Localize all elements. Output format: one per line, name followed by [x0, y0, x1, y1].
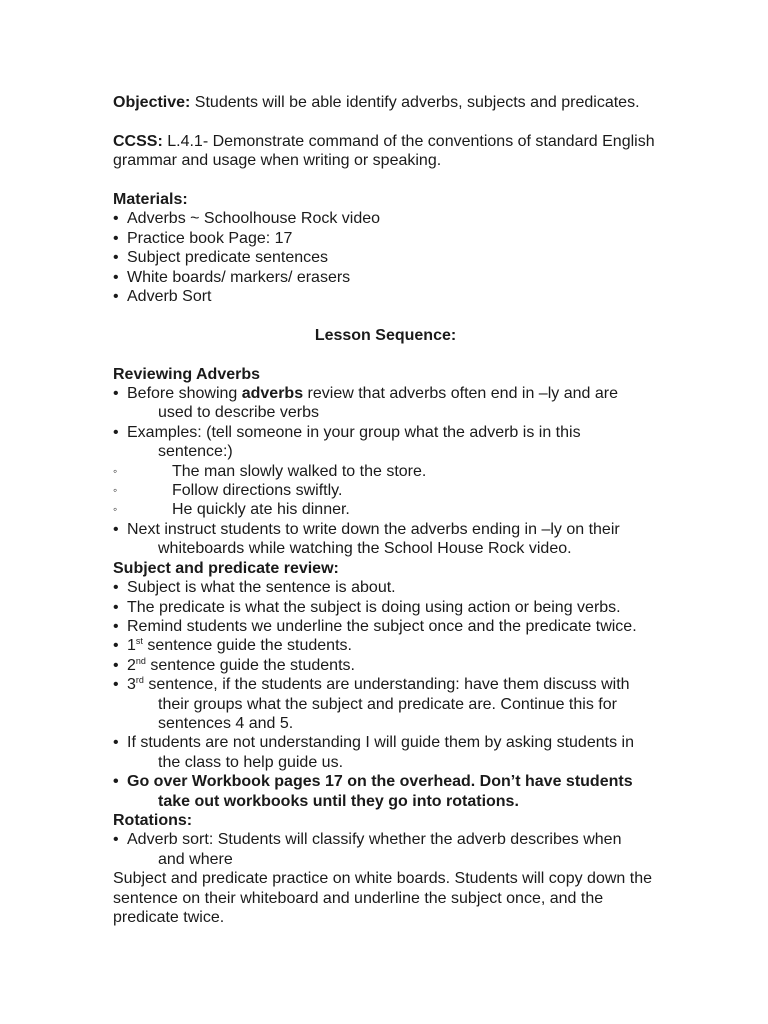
- materials-item: • Subject predicate sentences: [113, 248, 658, 267]
- list-item-text: Adverb sort: Students will classify whether the adverb describes when: [127, 831, 622, 849]
- materials-item: • Adverbs ~ Schoolhouse Rock video: [113, 209, 658, 228]
- list-item-text: sentence, if the students are understanding: have them discuss with: [143, 676, 630, 694]
- list-item: • Remind students we underline the subject once and the predicate twice.: [113, 617, 658, 636]
- ccss-text: L.4.1- Demonstrate command of the conventions of standard English grammar and usage when writing or speaking.: [113, 132, 655, 170]
- ordinal-number: 2: [127, 656, 136, 674]
- example-sentence: ◦ The man slowly walked to the store.: [113, 462, 658, 481]
- example-sentence: ◦ Follow directions swiftly.: [113, 481, 658, 500]
- list-item: [113, 384, 658, 423]
- objective-label: Objective:: [113, 94, 191, 111]
- objective-text: Students will be able identify adverbs, subjects and predicates.: [190, 94, 640, 111]
- example-sentence: ◦ He quickly ate his dinner.: [113, 500, 658, 519]
- lesson-sequence-heading: Lesson Sequence:: [314, 326, 457, 344]
- list-item: [113, 423, 658, 462]
- ccss-label: CCSS:: [113, 132, 163, 150]
- lesson-plan: [113, 93, 658, 927]
- ordinal-suffix: nd: [135, 655, 146, 666]
- ordinal-number: 3: [127, 676, 136, 694]
- materials-item: • Adverb Sort: [113, 287, 658, 306]
- list-item: [113, 520, 658, 559]
- list-item: [113, 772, 658, 811]
- list-item: • Subject is what the sentence is about.: [113, 578, 658, 597]
- list-item-continuation: and where: [158, 850, 233, 868]
- list-item-text: Before showing: [127, 385, 242, 403]
- ccss-paragraph: [113, 132, 658, 171]
- list-item: [113, 636, 658, 655]
- rotations-heading: Rotations:: [113, 811, 193, 829]
- list-item-continuation: take out workbooks until they go into rotations.: [158, 792, 519, 810]
- list-item-continuation: sentence:): [158, 443, 233, 461]
- list-item-text: sentence guide the students.: [142, 637, 352, 655]
- ordinal-suffix: rd: [135, 675, 144, 686]
- list-item-text: If students are not understanding I will guide them by asking students in: [127, 734, 634, 752]
- list-item-text: sentence guide the students.: [145, 656, 355, 674]
- rotations-paragraph: Subject and predicate practice on white boards. Students will copy down the sentence on their whiteboard and underline the subject once, and the predicate twice.: [113, 870, 652, 926]
- materials-item: • Practice book Page: 17: [113, 229, 658, 248]
- list-item-continuation: sentences 4 and 5.: [158, 714, 294, 732]
- list-item-continuation: the class to help guide us.: [158, 753, 344, 771]
- list-item-bold-text: adverbs: [241, 385, 304, 403]
- list-item: [113, 733, 658, 772]
- reviewing-adverbs-heading: Reviewing Adverbs: [113, 365, 261, 383]
- list-item-text: review that adverbs often end in –ly and are: [303, 385, 618, 403]
- list-item-continuation: whiteboards while watching the School House Rock video.: [158, 540, 572, 558]
- list-item-continuation: used to describe verbs: [158, 404, 319, 422]
- list-item: [113, 830, 658, 869]
- list-item-continuation: their groups what the subject and predicate are. Continue this for: [158, 695, 617, 713]
- list-item-text: Examples: (tell someone in your group what the adverb is in this: [127, 423, 581, 441]
- list-item: [113, 675, 658, 733]
- ordinal-suffix: st: [135, 636, 143, 647]
- materials-item: • White boards/ markers/ erasers: [113, 268, 658, 287]
- ordinal-number: 1: [127, 637, 136, 655]
- list-item-text: Next instruct students to write down the adverbs ending in –ly on their: [127, 520, 620, 538]
- list-item-text: Go over Workbook pages 17 on the overhead. Don’t have students: [127, 773, 633, 791]
- subject-predicate-heading: Subject and predicate review:: [113, 559, 339, 577]
- list-item: • The predicate is what the subject is doing using action or being verbs.: [113, 598, 658, 617]
- materials-heading: Materials:: [113, 191, 188, 208]
- list-item: [113, 656, 658, 675]
- objective-line: [113, 93, 658, 112]
